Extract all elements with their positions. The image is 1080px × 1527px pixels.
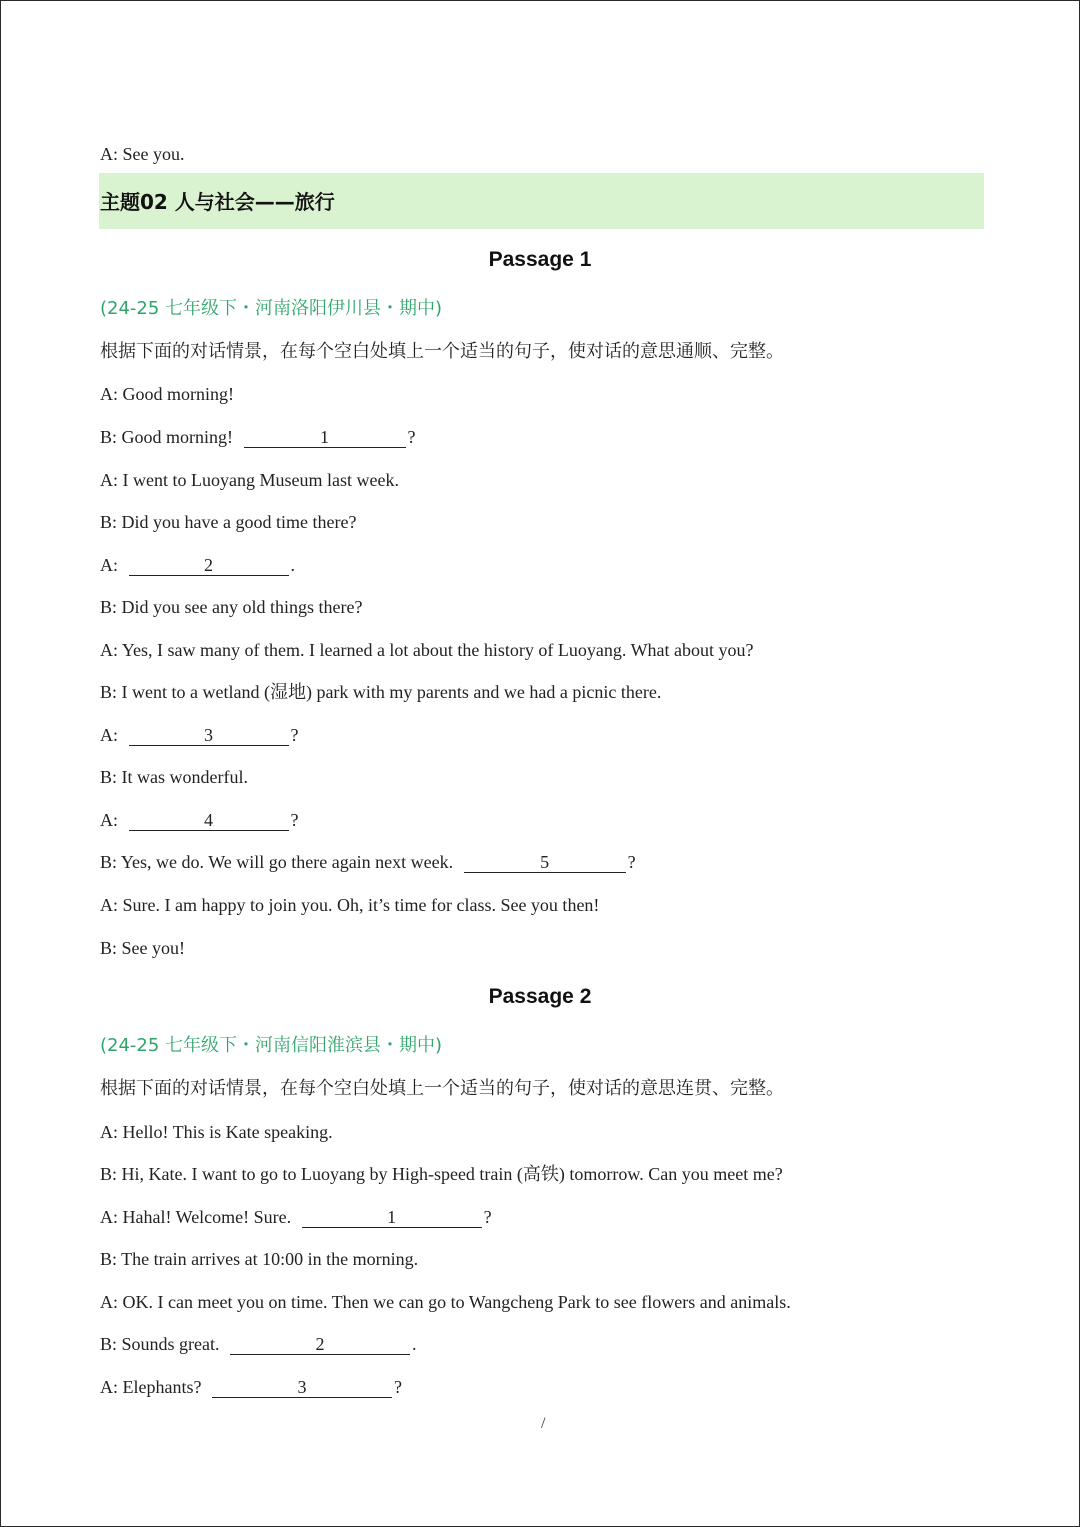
answer-blank-5[interactable]: 5 bbox=[464, 852, 626, 873]
dialogue-punct: . bbox=[290, 555, 295, 575]
passage2-line-5: A: OK. I can meet you on time. Then we can go to Wangcheng Park to see flowers and animals. bbox=[100, 1292, 791, 1312]
passage1-line-14: B: See you! bbox=[100, 938, 185, 958]
dialogue-punct: ? bbox=[290, 725, 299, 745]
passage2-instruction: 根据下面的对话情景，在每个空白处填上一个适当的句子，使对话的意思连贯、完整。 bbox=[100, 1078, 784, 1099]
passage2-line-7 bbox=[100, 1375, 402, 1399]
passage1-line-10: B: It was wonderful. bbox=[100, 767, 248, 787]
dialogue-text: A: bbox=[100, 810, 123, 830]
passage1-title: Passage 1 bbox=[488, 248, 592, 271]
passage1-instruction: 根据下面的对话情景，在每个空白处填上一个适当的句子，使对话的意思通顺、完整。 bbox=[100, 341, 784, 362]
answer-blank-3[interactable]: 3 bbox=[129, 725, 289, 746]
passage2-title: Passage 2 bbox=[488, 985, 592, 1008]
dialogue-text: B: Sounds great. bbox=[100, 1334, 224, 1354]
dialogue-text: A: bbox=[100, 725, 123, 745]
passage1-line-11 bbox=[100, 808, 299, 832]
answer-blank-p2-3[interactable]: 3 bbox=[212, 1377, 392, 1398]
dialogue-punct: ? bbox=[407, 427, 416, 447]
passage1-line-4: B: Did you have a good time there? bbox=[100, 512, 357, 532]
dialogue-text: B: Good morning! bbox=[100, 427, 238, 447]
dialogue-text: A: Hahal! Welcome! Sure. bbox=[100, 1207, 296, 1227]
page-footer-mark: / bbox=[541, 1415, 546, 1432]
passage1-line-2 bbox=[100, 425, 416, 449]
answer-blank-4[interactable]: 4 bbox=[129, 810, 289, 831]
passage1-line-7: A: Yes, I saw many of them. I learned a lot about the history of Luoyang. What about you? bbox=[100, 640, 754, 660]
top-dialogue-line: A: See you. bbox=[100, 144, 185, 164]
passage1-line-8: B: I went to a wetland (湿地) park with my parents and we had a picnic there. bbox=[100, 682, 662, 702]
theme-title: 主题02 人与社会——旅行 bbox=[100, 190, 335, 214]
passage2-line-1: A: Hello! This is Kate speaking. bbox=[100, 1122, 333, 1142]
dialogue-text: B: Yes, we do. We will go there again next week. bbox=[100, 852, 458, 872]
dialogue-punct: ? bbox=[483, 1207, 492, 1227]
dialogue-punct: ? bbox=[393, 1377, 402, 1397]
dialogue-punct: . bbox=[412, 1334, 417, 1354]
passage1-line-5 bbox=[100, 553, 295, 577]
passage1-line-12 bbox=[100, 850, 636, 874]
passage1-line-9 bbox=[100, 723, 299, 747]
passage1-line-6: B: Did you see any old things there? bbox=[100, 597, 363, 617]
passage2-line-4: B: The train arrives at 10:00 in the morning. bbox=[100, 1249, 419, 1269]
answer-blank-p2-1[interactable]: 1 bbox=[302, 1207, 482, 1228]
passage2-line-2: B: Hi, Kate. I want to go to Luoyang by High-speed train (高铁) tomorrow. Can you meet me? bbox=[100, 1164, 783, 1184]
dialogue-text: A: bbox=[100, 555, 123, 575]
passage2-line-3 bbox=[100, 1205, 492, 1229]
dialogue-punct: ? bbox=[627, 852, 636, 872]
passage1-source: (24-25 七年级下・河南洛阳伊川县・期中) bbox=[100, 298, 443, 319]
passage1-line-13: A: Sure. I am happy to join you. Oh, it’s time for class. See you then! bbox=[100, 895, 600, 915]
dialogue-punct: ? bbox=[290, 810, 299, 830]
answer-blank-1[interactable]: 1 bbox=[244, 427, 406, 448]
passage2-line-6 bbox=[100, 1332, 417, 1356]
answer-blank-p2-2[interactable]: 2 bbox=[230, 1334, 410, 1355]
passage1-line-1: A: Good morning! bbox=[100, 384, 234, 404]
passage1-line-3: A: I went to Luoyang Museum last week. bbox=[100, 470, 399, 490]
answer-blank-2[interactable]: 2 bbox=[129, 555, 289, 576]
passage2-source: (24-25 七年级下・河南信阳淮滨县・期中) bbox=[100, 1035, 443, 1056]
dialogue-text: A: Elephants? bbox=[100, 1377, 206, 1397]
